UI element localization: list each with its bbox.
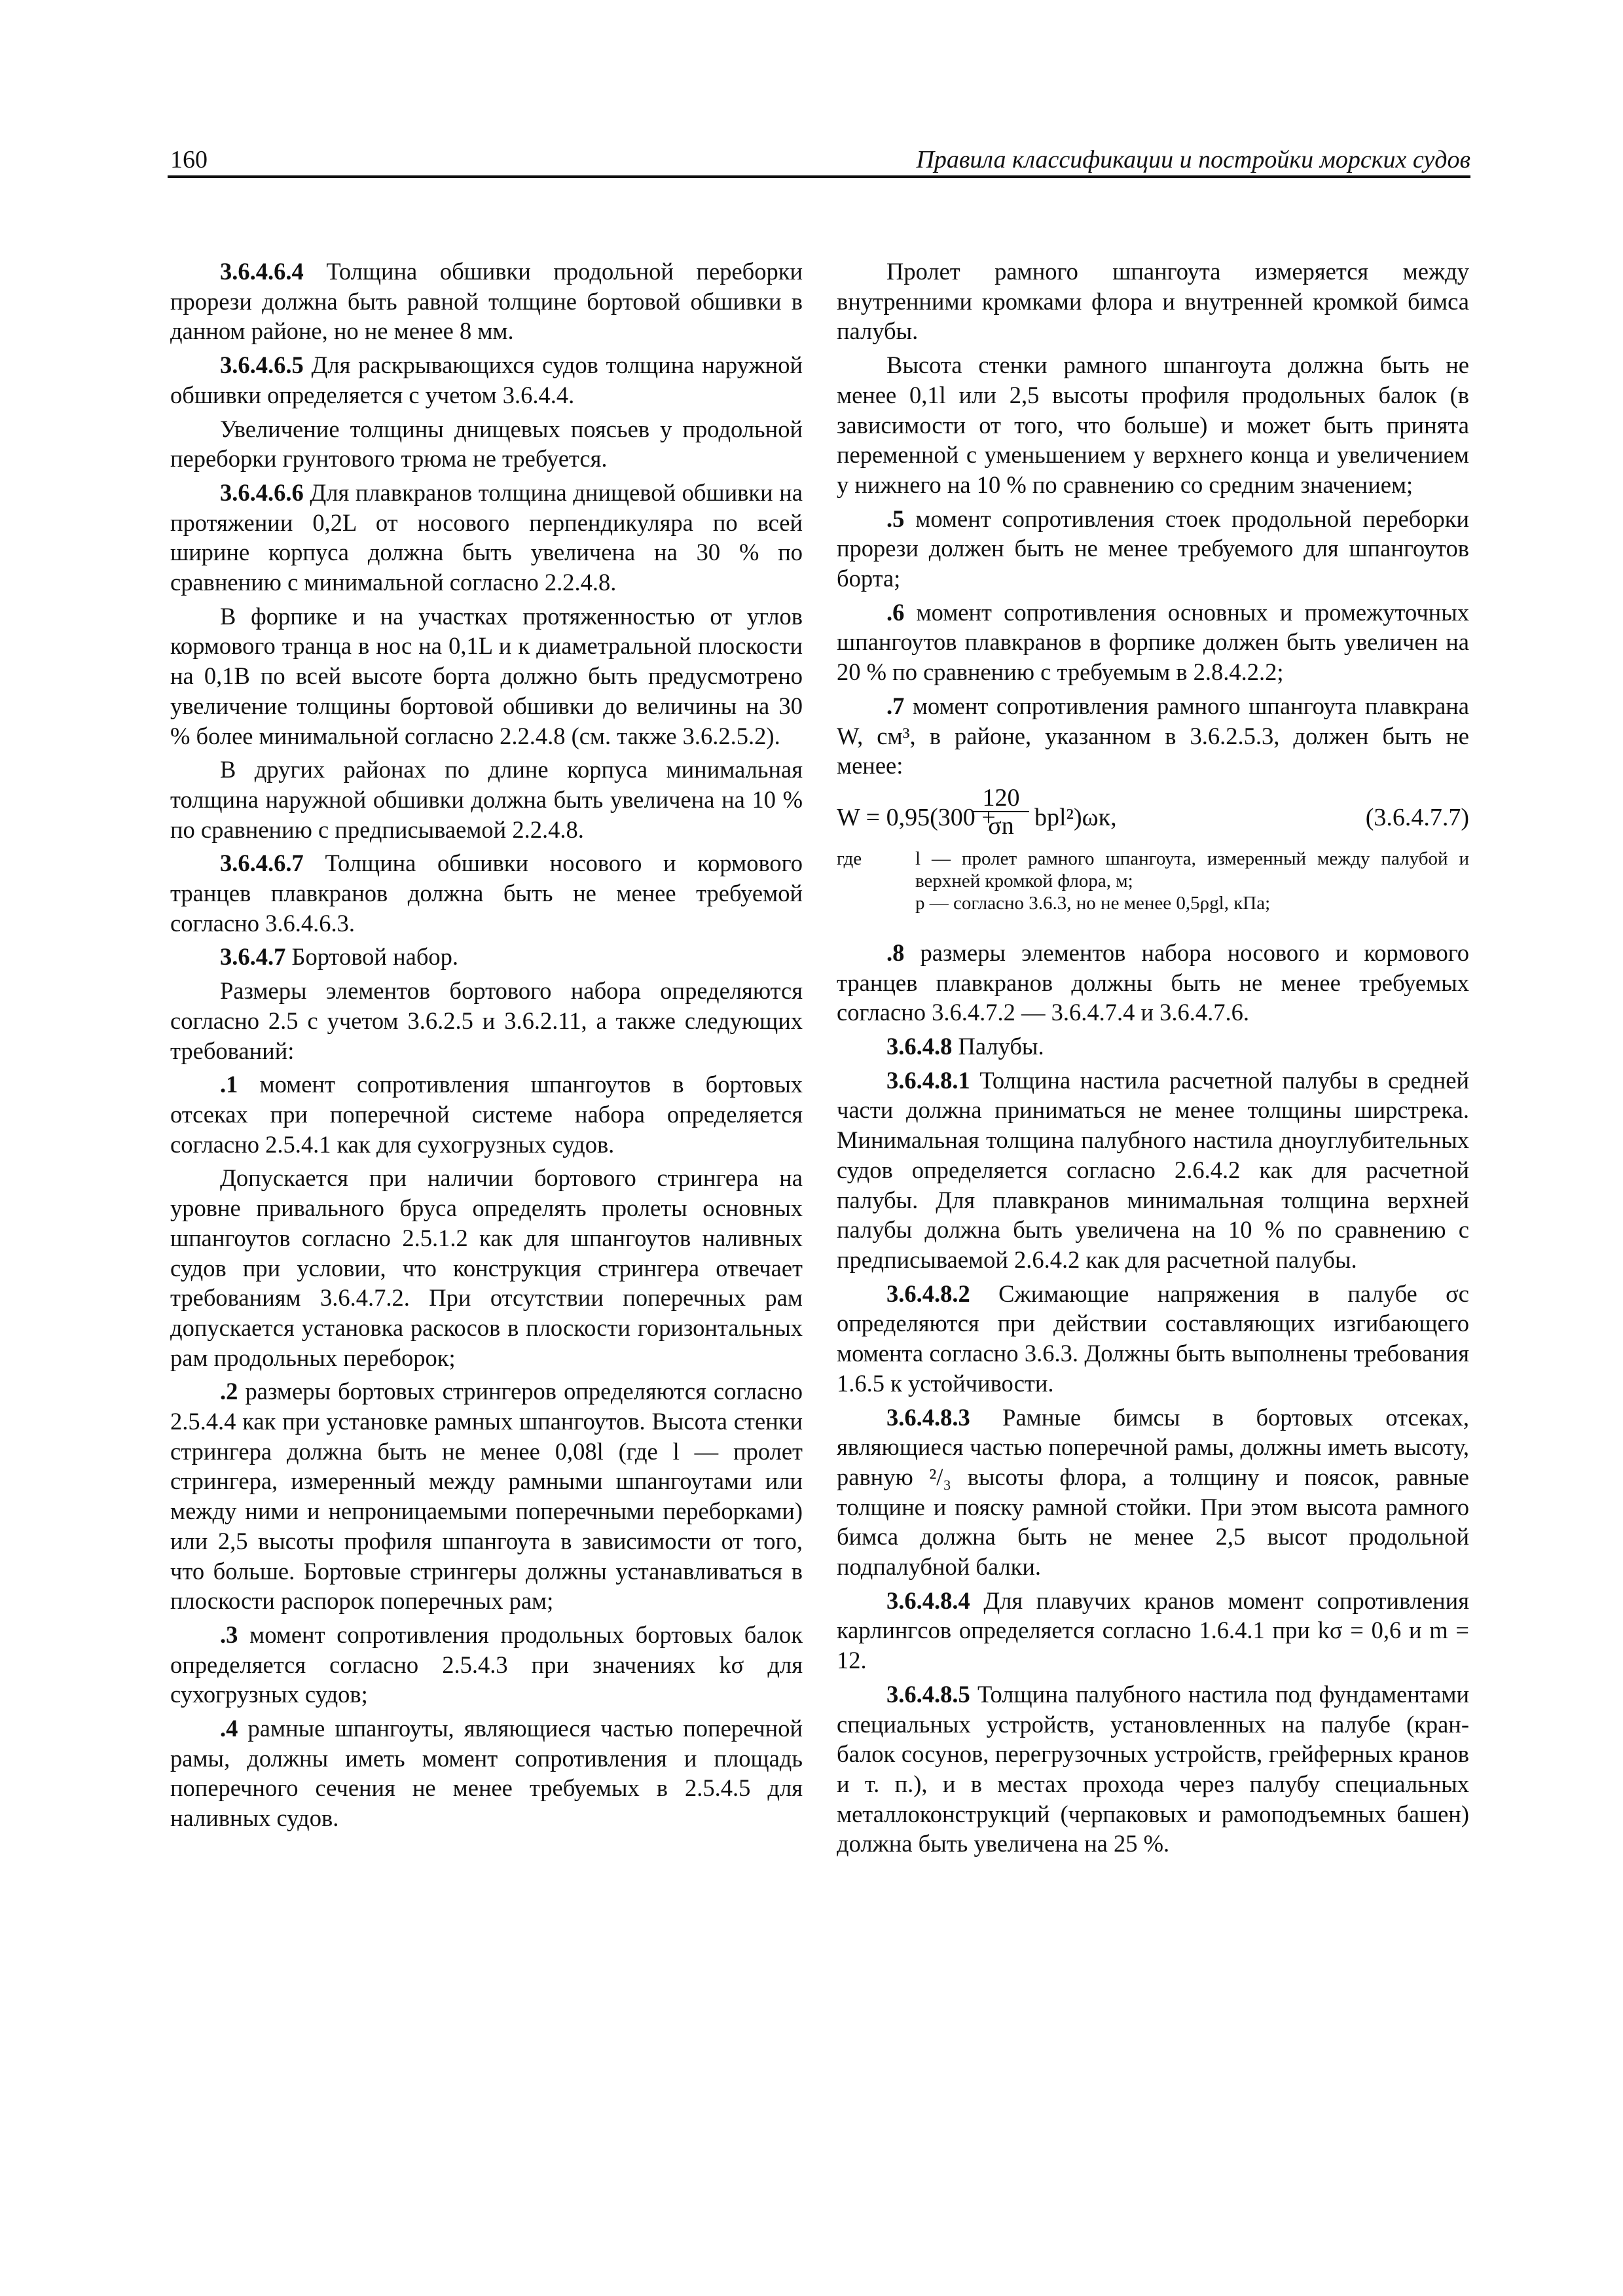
paragraph-text: Рамные бимсы в бортовых отсеках, являющиеся частью поперечной рамы, должны иметь высоту, равную ²/₃ высоты флора, а толщину и поясок, равные толщине и пояску рамной стойки. При этом высота рамного бимса должна быть не менее 2,5 высот продольной подпалубной балки. bbox=[837, 1403, 1469, 1581]
paragraph bbox=[837, 1403, 1469, 1582]
paragraph-text: момент сопротивления шпангоутов в бортовых отсеках при поперечной системе набора определяется согласно 2.5.4.1 как для сухогрузных судов. bbox=[170, 1071, 803, 1158]
legend-row: p — согласно 3.6.3, но не менее 0,5ρgl, кПа; bbox=[915, 892, 1271, 914]
paragraph-text: Для плавкранов толщина днищевой обшивки на протяжении 0,2L от носового перпендикуляра по всей ширине корпуса должна быть увеличена на 30 % по сравнению с минимальной согласно 2.2.4.8. bbox=[170, 478, 803, 596]
legend-label: где bbox=[837, 848, 862, 869]
clause-number: 3.6.4.6.4 bbox=[220, 258, 304, 285]
header-rule bbox=[168, 175, 1470, 178]
paragraph bbox=[837, 598, 1469, 687]
paragraph-text: В других районах по длине корпуса минимальная толщина наружной обшивки должна быть увеличена на 10 % по сравнению с предписываемой 2.2.4.8. bbox=[170, 756, 803, 843]
formula-denominator: σn bbox=[988, 812, 1014, 840]
formula-3-6-4-7-7 bbox=[837, 785, 1469, 841]
paragraph bbox=[170, 755, 803, 844]
paragraph bbox=[837, 257, 1469, 346]
clause-number: 3.6.4.8.1 bbox=[886, 1066, 970, 1094]
clause-number: .8 bbox=[886, 939, 905, 966]
paragraph-text: Пролет рамного шпангоута измеряется между внутренними кромками флора и внутренней кромкой бимса палубы. bbox=[837, 258, 1469, 345]
clause-number: 3.6.4.8.5 bbox=[886, 1680, 970, 1708]
paragraph bbox=[170, 1620, 803, 1710]
paragraph-text: момент сопротивления стоек продольной переборки прорези должен быть не менее требуемого для шпангоутов борта; bbox=[837, 505, 1469, 592]
paragraph-text: Толщина палубного настила под фундаментами специальных устройств, установленных на палубе (кран-балок сосунов, перегрузочных устройств, грейферных кранов и т. п.), и в местах прохода через палубу специальных металлоконструкций (черпаковых и рамоподъемных башен) должна быть увеличена на 25 %. bbox=[837, 1680, 1469, 1857]
paragraph bbox=[170, 976, 803, 1066]
paragraph-text: рамные шпангоуты, являющиеся частью поперечной рамы, должны иметь момент сопротивления и площадь поперечного сечения не менее требуемых в 2.5.4.5 для наливных судов. bbox=[170, 1715, 803, 1832]
clause-number: 3.6.4.8.2 bbox=[886, 1280, 970, 1307]
paragraph-text: момент сопротивления основных и промежуточных шпангоутов плавкранов в форпике должен быть увеличен на 20 % по сравнению с требуемым в 2.8.4.2.2; bbox=[837, 598, 1469, 686]
paragraph-text: размеры элементов набора носового и кормового транцев плавкранов должны быть не менее требуемых согласно 3.6.4.7.2 — 3.6.4.7.4 и 3.6.4.7.6. bbox=[837, 939, 1469, 1026]
clause-number: 3.6.4.7 bbox=[220, 943, 286, 971]
paragraph-text: Сжимающие напряжения в палубе σc определяются при действии составляющих изгибающего момента согласно 3.6.3. Должны быть выполнены требования 1.6.5 к устойчивости. bbox=[837, 1280, 1469, 1397]
running-title: Правила классификации и постройки морских судов bbox=[916, 146, 1470, 173]
paragraph bbox=[170, 478, 803, 598]
clause-number: 3.6.4.8.4 bbox=[886, 1587, 970, 1614]
clause-number: .2 bbox=[220, 1378, 238, 1405]
legend-row: l — пролет рамного шпангоута, измеренный между палубой и верхней кромкой флора, м; bbox=[915, 848, 1469, 891]
right-column bbox=[837, 257, 1469, 1863]
clause-number: 3.6.4.6.7 bbox=[220, 850, 304, 877]
paragraph-text: Размеры элементов бортового набора определяются согласно 2.5 с учетом 3.6.2.5 и 3.6.2.11, а также следующих требований: bbox=[170, 977, 803, 1064]
formula-number: (3.6.4.7.7) bbox=[1365, 803, 1469, 831]
formula-numerator: 120 bbox=[973, 785, 1029, 812]
page-number: 160 bbox=[170, 146, 208, 173]
paragraph bbox=[170, 848, 803, 938]
paragraph-text: Допускается при наличии бортового стрингера на уровне привального бруса определять пролеты основных шпангоутов согласно 2.5.1.2 как для шпангоутов наливных судов при условии, что конструкция стрингера отвечает требованиям 3.6.4.7.2. При отсутствии поперечных рам допускается установка раскосов в плоскости горизонтальных рам продольных переборок; bbox=[170, 1164, 803, 1371]
paragraph bbox=[170, 1376, 803, 1616]
paragraph bbox=[170, 414, 803, 474]
formula-fraction bbox=[973, 785, 1029, 840]
paragraph bbox=[170, 601, 803, 751]
paragraph bbox=[837, 1031, 1469, 1062]
paragraph-text: Увеличение толщины днищевых поясьев у продольной переборки грунтового трюма не требуется. bbox=[170, 415, 803, 473]
paragraph-text: В форпике и на участках протяженностью от углов кормового транца в нос на 0,1L и к диаметральной плоскости на 0,1B по всей высоте борта должно быть предусмотрено увеличение толщины бортовой обшивки до величины на 30 % более минимальной согласно 2.2.4.8 (см. также 3.6.2.5.2). bbox=[170, 602, 803, 749]
page-header bbox=[168, 145, 1470, 179]
paragraph-text: Для раскрывающихся судов толщина наружной обшивки определяется с учетом 3.6.4.4. bbox=[170, 351, 803, 408]
paragraph-text: Толщина настила расчетной палубы в средней части должна приниматься не менее толщины ширстрека. Минимальная толщина палубного настила дноуглубительных судов определяется согласно 2.6.4.2 как для расчетной палубы. Для плавкранов минимальная толщина верхней палубы должна быть увеличена на 10 % по сравнению с предписываемой 2.6.4.2 как для расчетной палубы. bbox=[837, 1066, 1469, 1273]
formula-rhs: bpl²)ωк, bbox=[1034, 803, 1117, 831]
left-column bbox=[170, 257, 803, 1837]
paragraph bbox=[170, 1069, 803, 1159]
paragraph-text: Толщина обшивки продольной переборки прорези должна быть равной толщине бортовой обшивки в данном районе, но не менее 8 мм. bbox=[170, 258, 803, 345]
paragraph bbox=[170, 1163, 803, 1372]
paragraph bbox=[837, 1679, 1469, 1859]
paragraph bbox=[837, 691, 1469, 781]
formula-lhs: W = 0,95(300 + bbox=[837, 803, 996, 831]
clause-number: 3.6.4.8 bbox=[886, 1033, 953, 1060]
paragraph bbox=[170, 350, 803, 410]
paragraph bbox=[837, 504, 1469, 594]
clause-number: .7 bbox=[886, 692, 905, 719]
clause-number: 3.6.4.6.5 bbox=[220, 351, 304, 379]
paragraph-text: Для плавучих кранов момент сопротивления карлингсов определяется согласно 1.6.4.1 при kσ = 0,6 и m = 12. bbox=[837, 1587, 1469, 1674]
clause-number: 3.6.4.8.3 bbox=[886, 1403, 970, 1431]
clause-number: .5 bbox=[886, 505, 905, 532]
paragraph bbox=[837, 1586, 1469, 1676]
paragraph bbox=[170, 1713, 803, 1833]
paragraph-text: момент сопротивления продольных бортовых балок определяется согласно 2.5.4.3 при значениях kσ для сухогрузных судов; bbox=[170, 1621, 803, 1708]
paragraph-text: размеры бортовых стрингеров определяются согласно 2.5.4.4 как при установке рамных шпангоутов. Высота стенки стрингера должна быть не менее 0,08l (где l — пролет стрингера, измеренный между рамными шпангоутами или между ними и непроницаемыми поперечными переборками) или 2,5 высоты профиля шпангоута в зависимости от того, что больше. Бортовые стрингеры должны устанавливаться в плоскости распорок поперечных рам; bbox=[170, 1378, 803, 1615]
paragraph bbox=[170, 942, 803, 972]
paragraph-text: Палубы. bbox=[952, 1033, 1044, 1060]
paragraph bbox=[837, 938, 1469, 1028]
paragraph-text: Высота стенки рамного шпангоута должна быть не менее 0,1l или 2,5 высоты профиля продольных балок (в зависимости от того, что больше) и может быть принята переменной с уменьшением у верхнего конца и увеличением у нижнего на 10 % по сравнению со средним значением; bbox=[837, 351, 1469, 498]
paragraph-text: Бортовой набор. bbox=[285, 943, 459, 971]
paragraph bbox=[170, 257, 803, 346]
paragraph bbox=[837, 1066, 1469, 1275]
paragraph bbox=[837, 1279, 1469, 1399]
clause-number: 3.6.4.6.6 bbox=[220, 478, 304, 506]
formula-legend bbox=[837, 848, 1469, 914]
paragraph bbox=[837, 350, 1469, 500]
clause-number: .1 bbox=[220, 1071, 238, 1098]
paragraph-text: момент сопротивления рамного шпангоута плавкрана W, см³, в районе, указанном в 3.6.2.5.3, должен быть не менее: bbox=[837, 692, 1469, 780]
clause-number: .3 bbox=[220, 1621, 238, 1648]
paragraph-text: Толщина обшивки носового и кормового транцев плавкранов должна быть не менее требуемой согласно 3.6.4.6.3. bbox=[170, 850, 803, 937]
clause-number: .6 bbox=[886, 598, 905, 626]
clause-number: .4 bbox=[220, 1715, 238, 1742]
